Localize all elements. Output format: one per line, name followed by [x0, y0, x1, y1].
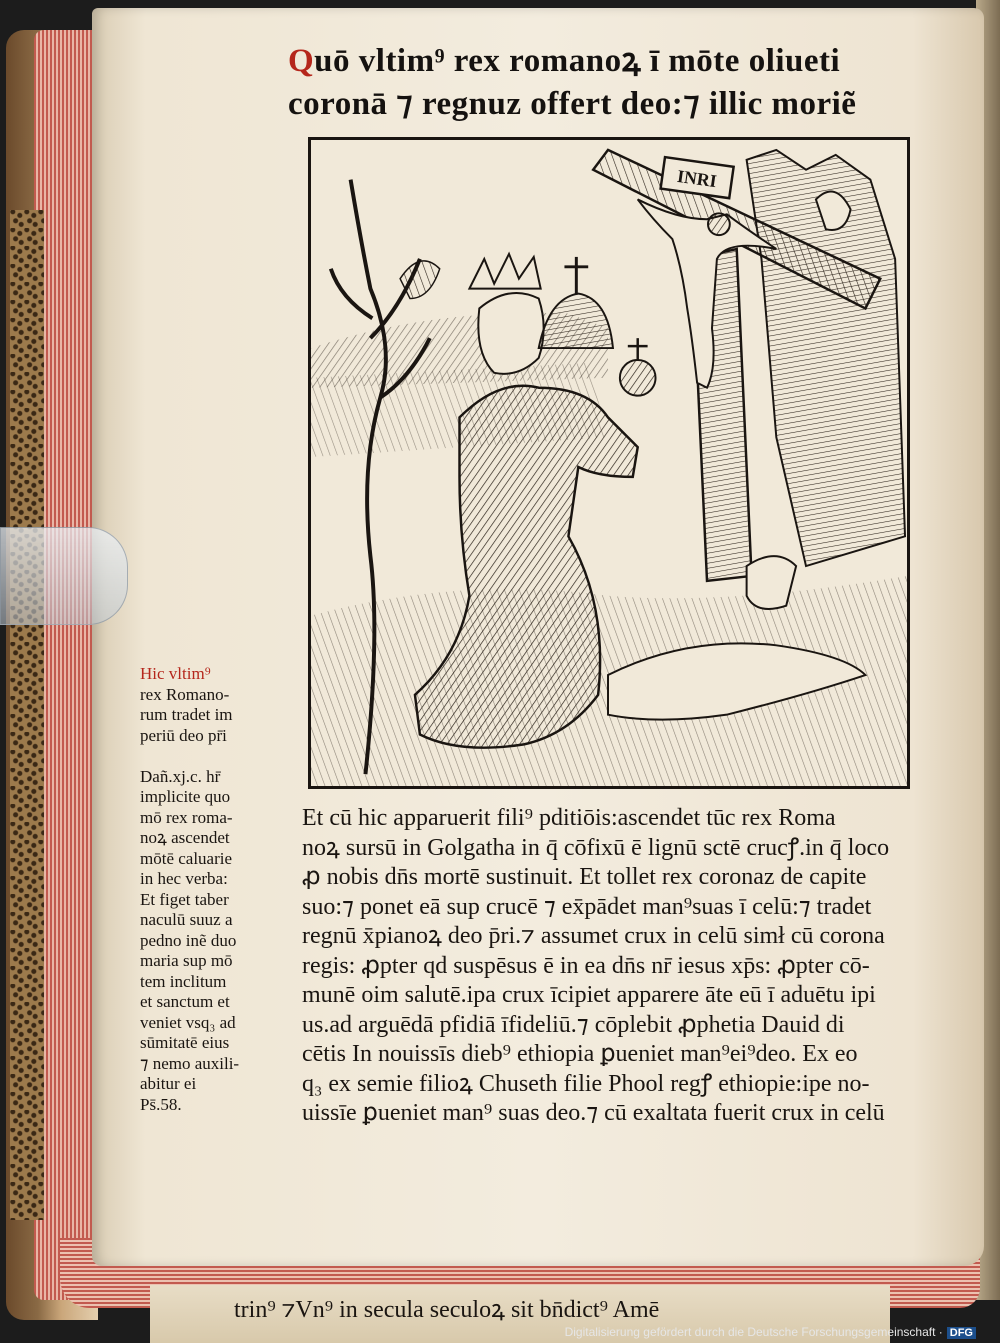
credit-text: Digitalisierung gefördert durch die Deutsche Forschungsgemeinschaft · — [564, 1325, 943, 1339]
margin-line: rum tradet im — [140, 705, 233, 724]
margin-line: et sanctum et — [140, 992, 230, 1011]
woodcut-drawing — [311, 140, 907, 786]
body-line: q₃ ex semie filioꝝ Chuseth filie Phool regꝭ ethiopie:ipe no- — [302, 1070, 870, 1097]
heading-line-1: Quō vltim⁹ rex romanoꝝ ī mōte oliueti — [288, 43, 841, 79]
margin-line: noꝝ ascendet — [140, 828, 230, 847]
margin-line: Hic vltim⁹ — [140, 664, 211, 683]
body-line: regnū x̄pianoꝝ deo p̄ri.⁊ assumet crux in celū simł cū corona — [302, 923, 885, 949]
margin-line: in hec verba: — [140, 869, 228, 888]
margin-line: veniet vsq₃ ad — [140, 1012, 236, 1032]
rubricated-initial: Q — [288, 43, 315, 79]
margin-line — [140, 746, 280, 767]
margin-line: Dañ.xj.c. hr̄ — [140, 766, 221, 786]
inri-label: INRI — [675, 165, 718, 192]
body-line: cētis In nouissīs dieb⁹ ethiopia ꝑueniet man⁹ei⁹deo. Ex eo — [302, 1041, 858, 1067]
body-line: regis: ꝓpter qd suspēsus ē in ea dn̄s nr̄ iesus xp̄s: ꝓpter cō- — [302, 952, 870, 979]
margin-line: tem inclitum — [140, 971, 227, 991]
margin-line: mōtē caluarie — [140, 848, 233, 868]
page-heading — [288, 40, 928, 126]
margin-line: Ps̄.58. — [140, 1094, 182, 1114]
heading-line-2: coronā ⁊ regnuz offert deo:⁊ illic moriẽ — [288, 86, 857, 122]
body-line: uissīe ꝑueniet man⁹ suas deo.⁊ cū exaltata fuerit crux in celū — [302, 1100, 885, 1126]
dfg-logo-icon: DFG — [947, 1327, 976, 1339]
margin-line: pedno inẽ duo — [140, 930, 237, 950]
body-line: suo:⁊ ponet eā sup crucē ⁊ ex̄pādet man⁹suas ī celū:⁊ tradet — [302, 893, 872, 920]
margin-line: ⁊ nemo auxili- — [140, 1053, 240, 1073]
margin-line: implicite quo — [140, 787, 231, 806]
margin-line: Et figet taber — [140, 889, 229, 909]
margin-line: periū deo pr̄i — [140, 725, 227, 745]
margin-note — [140, 664, 280, 1115]
margin-line: naculū suuz a — [140, 910, 233, 929]
body-text — [302, 804, 942, 1129]
margin-line: sūmitatē eius — [140, 1033, 230, 1052]
body-line: munē oim salutē.ipa crux īcipiet apparere āte eū ī aduētu ipi — [302, 982, 876, 1008]
plastic-page-clip — [0, 527, 128, 625]
marbled-cover — [10, 210, 44, 1220]
margin-line: abitur ei — [140, 1074, 197, 1093]
digitization-credit — [565, 1325, 976, 1339]
margin-line: maria sup mō — [140, 951, 233, 970]
woodcut-illustration — [308, 137, 910, 789]
margin-line: mō rex roma- — [140, 807, 233, 827]
margin-line: rex Romano- — [140, 684, 230, 704]
next-page-line: trin⁹ ⁊Vn⁹ in secula seculoꝝ sit bn̄dict⁹ Amē — [234, 1297, 660, 1323]
body-line: noꝝ sursū in Golgatha in q̄ cōfixū ē lignū sctē crucꝭ.in q̄ loco — [302, 834, 890, 861]
body-line: Et cū hic apparuerit fili⁹ pditiōis:ascendet tūc rex Roma — [302, 805, 836, 831]
body-line: us.ad arguēdā pfidiā īfideliū.⁊ cōplebit ꝓphetia Dauid di — [302, 1011, 845, 1038]
body-line: ꝓ nobis dn̄s mortē sustinuit. Et tollet rex coronaz de capite — [302, 864, 867, 890]
